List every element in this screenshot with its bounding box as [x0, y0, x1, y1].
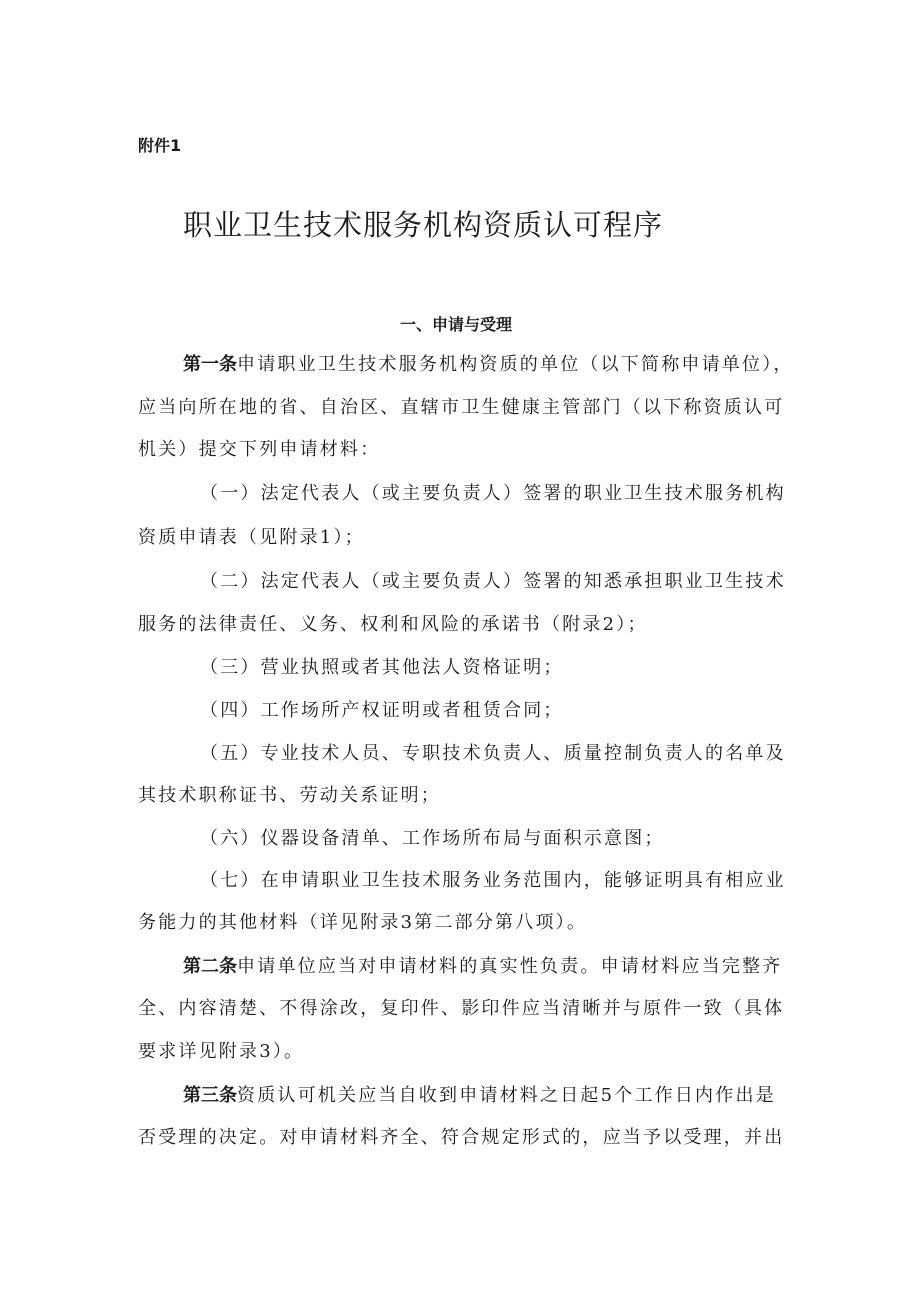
article-2-label: 第二条 — [183, 956, 237, 977]
article-1-line-2: 应当向所在地的省、自治区、直辖市卫生健康主管部门（以下称资质认可 — [138, 397, 785, 418]
article-1-text: 申请职业卫生技术服务机构资质的单位（以下简称申请单位）， — [237, 354, 794, 375]
article-2-line-3: 要求详见附录3）。 — [138, 1041, 305, 1062]
article-1-label: 第一条 — [183, 354, 237, 375]
article-1-line-3: 机关）提交下列申请材料： — [138, 439, 381, 460]
article-3-label: 第三条 — [183, 1085, 237, 1106]
item-3: （三）营业执照或者其他法人资格证明； — [200, 657, 564, 678]
item-7-line-2: 务能力的其他材料（详见附录3第二部分第八项）。 — [138, 912, 588, 933]
item-5-line-1: （五）专业技术人员、专职技术负责人、质量控制负责人的名单及 — [200, 743, 786, 764]
item-7-line-1: （七）在申请职业卫生技术服务业务范围内，能够证明具有相应业 — [200, 870, 786, 891]
attachment-label: 附件1 — [138, 136, 182, 155]
article-2-line-1 — [183, 957, 782, 977]
article-3-line-1 — [183, 1086, 776, 1106]
item-1-line-2: 资质申请表（见附录1）； — [138, 527, 365, 548]
article-2-text: 申请单位应当对申请材料的真实性负责。申请材料应当完整齐 — [237, 956, 783, 977]
document-title: 职业卫生技术服务机构资质认可程序 — [183, 208, 664, 242]
item-2-line-1: （二）法定代表人（或主要负责人）签署的知悉承担职业卫生技术 — [200, 571, 786, 592]
item-5-line-2: 其技术职称证书、劳动关系证明； — [138, 785, 441, 806]
section-heading: 一、申请与受理 — [400, 315, 513, 334]
item-2-line-2: 服务的法律责任、义务、权利和风险的承诺书（附录2）； — [138, 614, 648, 635]
article-3-line-2: 否受理的决定。对申请材料齐全、符合规定形式的，应当予以受理，并出 — [138, 1127, 785, 1148]
item-1-line-1: （一）法定代表人（或主要负责人）签署的职业卫生技术服务机构 — [200, 483, 786, 504]
item-6: （六）仪器设备清单、工作场所布局与面积示意图； — [200, 828, 665, 849]
article-3-text: 资质认可机关应当自收到申请材料之日起5个工作日内作出是 — [237, 1085, 776, 1106]
article-1-line-1 — [183, 355, 794, 375]
article-2-line-2: 全、内容清楚、不得涂改，复印件、影印件应当清晰并与原件一致（具体 — [138, 998, 785, 1019]
item-4: （四）工作场所产权证明或者租赁合同； — [200, 700, 564, 721]
